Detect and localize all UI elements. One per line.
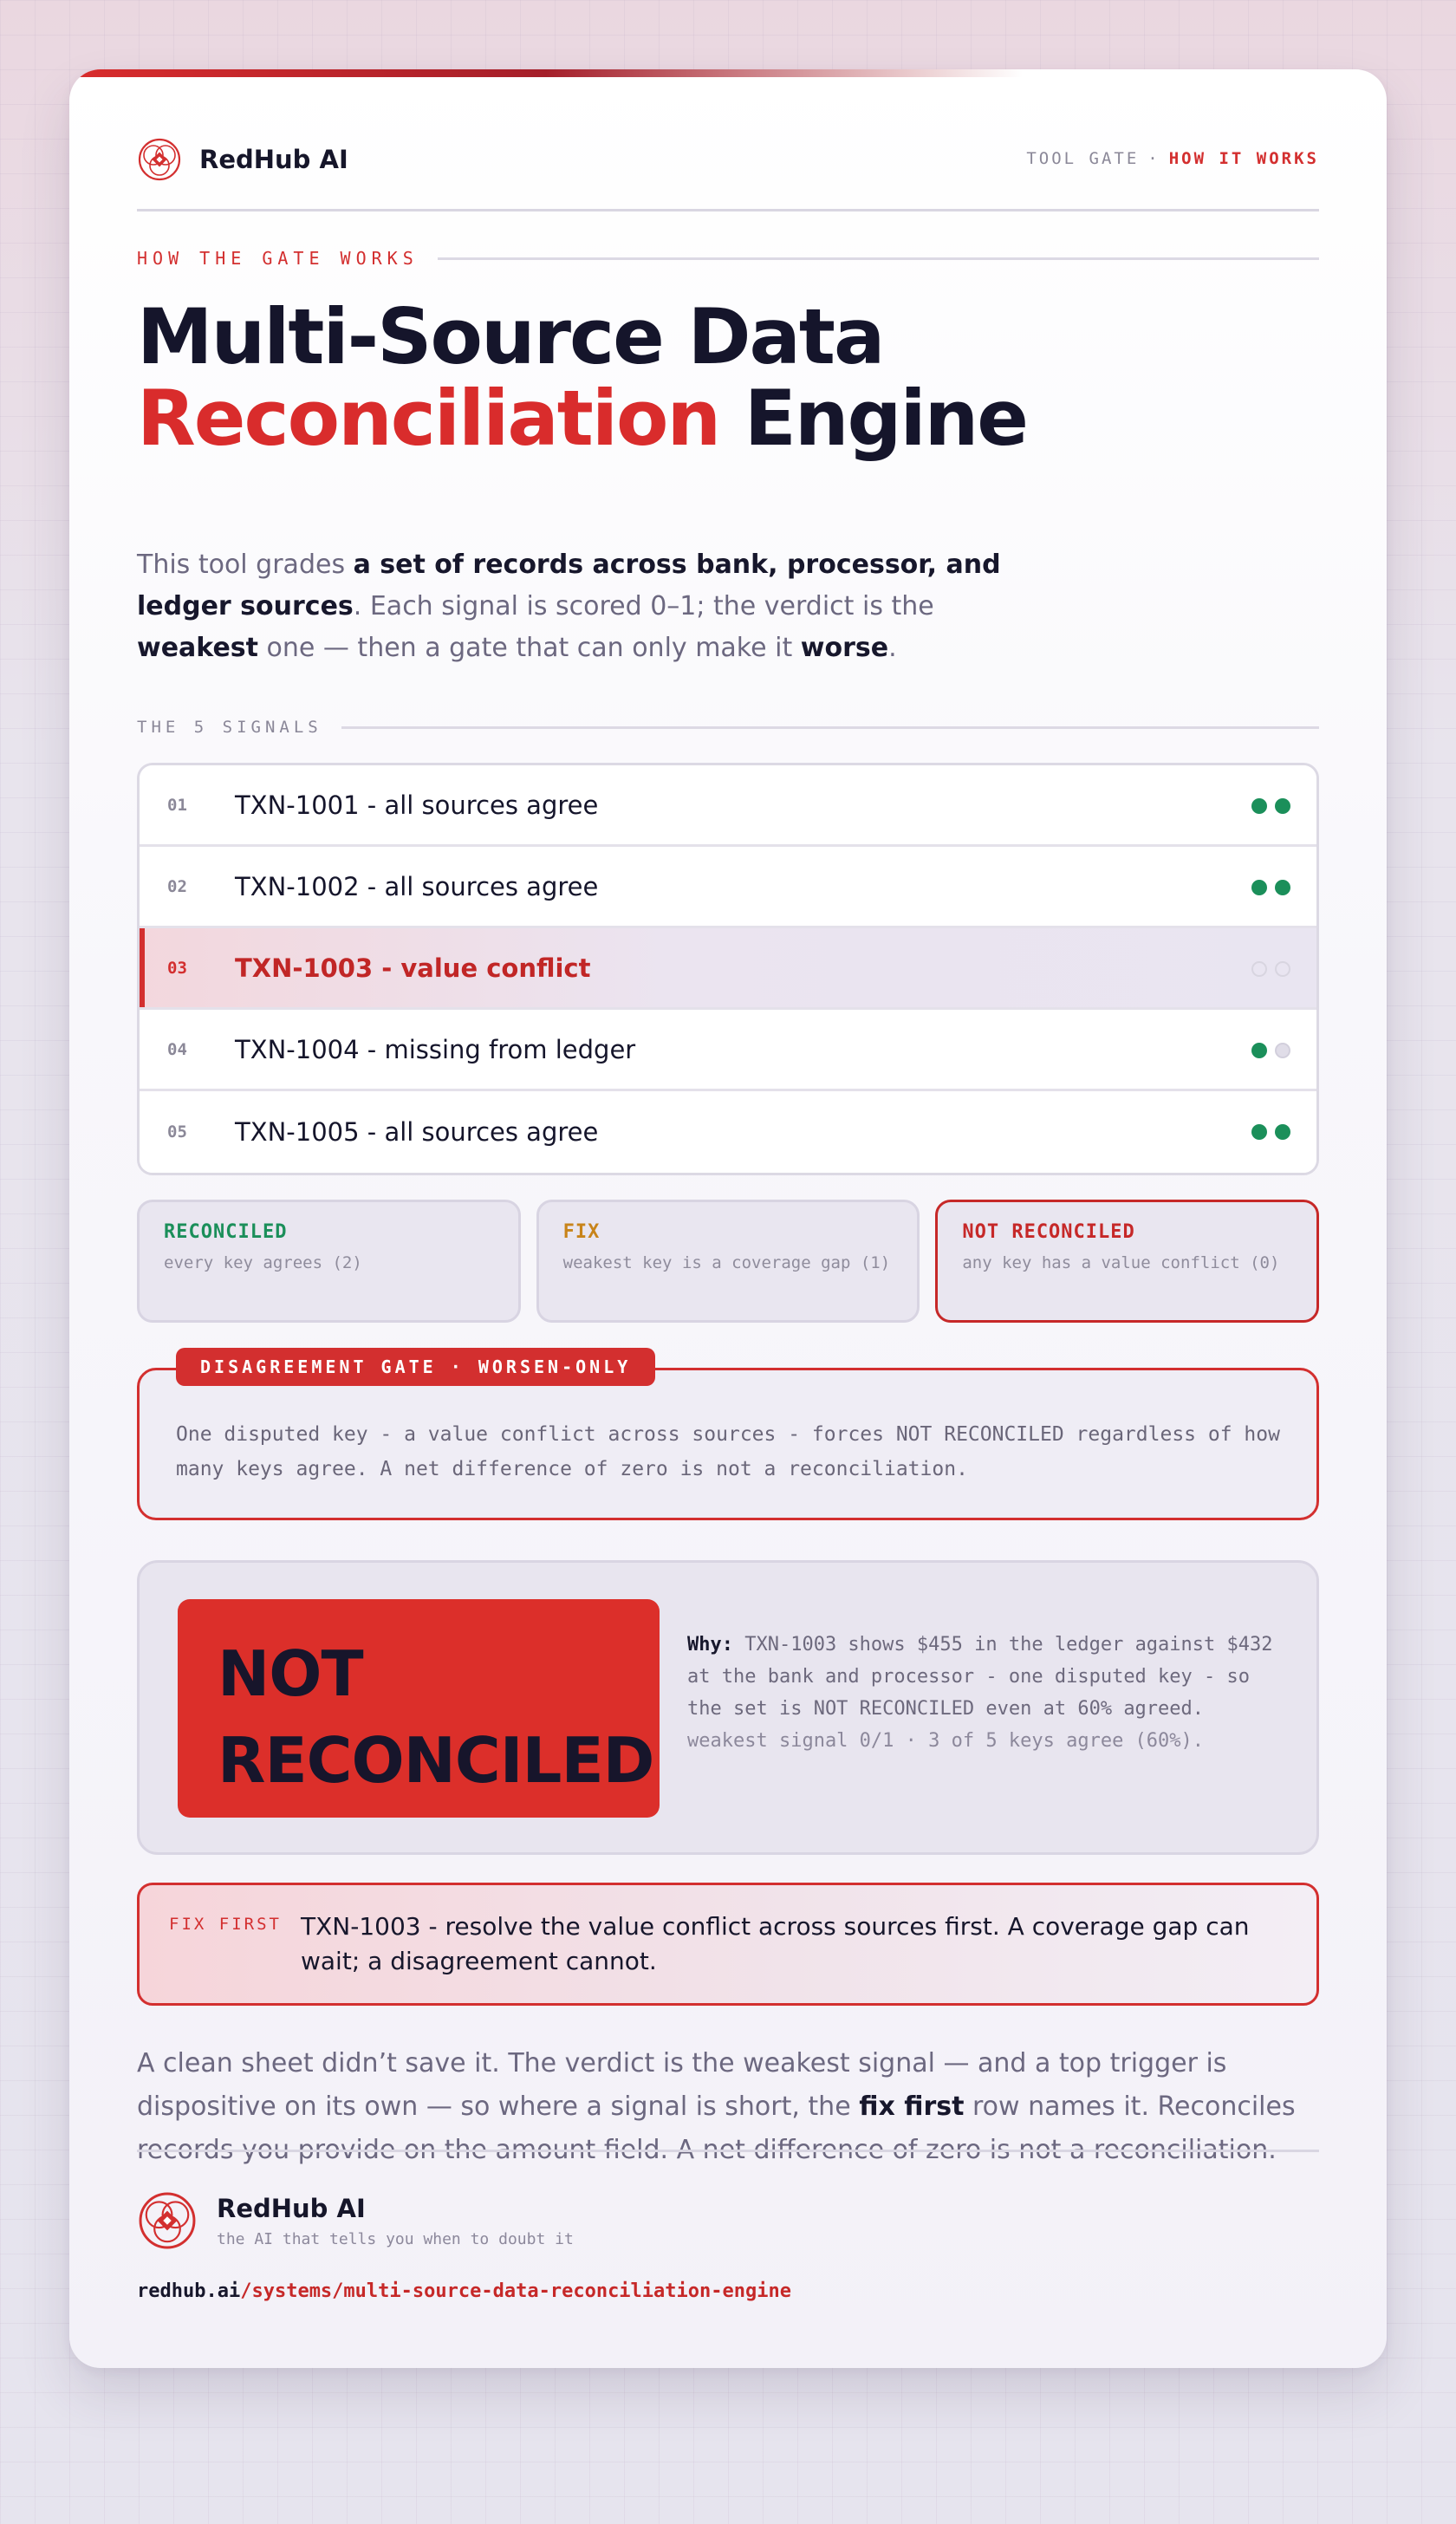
footer-brand-name: RedHub AI <box>217 2194 366 2223</box>
lede-bold: weakest <box>137 633 258 663</box>
verdict-reconciled <box>137 1200 521 1323</box>
signals-heading <box>137 718 1319 737</box>
footer-url[interactable] <box>137 2280 791 2302</box>
verdict-explanation <box>687 1629 1285 1757</box>
signal-label: TXN-1001 - all sources agree <box>235 790 599 820</box>
signal-row[interactable] <box>140 765 1316 847</box>
brand[interactable] <box>137 137 348 182</box>
verdict-fix <box>536 1200 920 1323</box>
nav-how-it-works[interactable]: HOW IT WORKS <box>1168 149 1319 168</box>
signal-number: 04 <box>167 1039 187 1059</box>
why-text: TXN-1003 shows $455 in the ledger against $432 at the bank and processor - one disputed key - so the set is NOT RECONCILED even at 60% agreed. <box>687 1634 1273 1720</box>
title-line2-rest: Engine <box>744 374 1027 463</box>
disagreement-gate <box>137 1356 1319 1520</box>
signal-score <box>1251 961 1290 977</box>
verdict-title: NOT RECONCILED <box>962 1221 1135 1243</box>
title-highlight: Reconciliation <box>137 374 720 463</box>
url-path: /systems/multi-source-data-reconciliation-engine <box>240 2280 791 2302</box>
signal-row[interactable] <box>140 1010 1316 1091</box>
page-title <box>137 292 1027 463</box>
accent-bar <box>69 69 1023 77</box>
card <box>69 69 1387 2368</box>
lede <box>137 544 1038 669</box>
fix-tag: FIX FIRST <box>169 1915 282 1934</box>
signal-row-highlighted[interactable] <box>140 928 1316 1010</box>
signal-score <box>1251 1043 1290 1058</box>
verdict-not-reconciled <box>935 1200 1319 1323</box>
divider <box>438 257 1319 260</box>
nav-separator: · <box>1147 149 1160 168</box>
score-dot-icon <box>1251 880 1267 895</box>
footer <box>137 2150 1319 2340</box>
closing-text: row names it. Reconciles records you provide on the amount field. A net difference of zero is not a reconciliation. <box>137 2091 1296 2165</box>
lede-text: one — then a gate that can only make it <box>258 633 801 663</box>
gate-body: One disputed key - a value conflict across sources - forces NOT RECONCILED regardless of how many keys agree. A net difference of zero is not a reconciliation. <box>176 1423 1280 1480</box>
score-dot-icon <box>1275 961 1290 977</box>
footer-tagline: the AI that tells you when to doubt it <box>217 2230 574 2248</box>
signal-label: TXN-1002 - all sources agree <box>235 871 599 901</box>
gate-tag: DISAGREEMENT GATE · WORSEN-ONLY <box>176 1348 655 1386</box>
signal-number: 03 <box>167 958 187 978</box>
top-nav <box>1026 149 1319 168</box>
fix-body: TXN-1003 - resolve the value conflict across sources first. A coverage gap can wait; a disagreement cannot. <box>301 1912 1250 1975</box>
header <box>137 133 1319 211</box>
lede-text: This tool grades <box>137 550 354 580</box>
signal-label: TXN-1004 - missing from ledger <box>235 1034 636 1064</box>
lede-bold: a set of records across bank, processor, and ledger sources <box>137 550 1001 621</box>
score-dot-icon <box>1275 1124 1290 1140</box>
verdict-result <box>137 1560 1319 1855</box>
title-line1: Multi-Source Data <box>137 292 884 381</box>
score-dot-icon <box>1275 1043 1290 1058</box>
divider <box>341 726 1319 729</box>
score-dot-icon <box>1251 961 1267 977</box>
signal-score <box>1251 1124 1290 1140</box>
verdict-desc: any key has a value conflict (0) <box>962 1253 1280 1272</box>
verdict-desc: weakest key is a coverage gap (1) <box>562 1253 891 1272</box>
signals-list <box>137 763 1319 1175</box>
signal-score <box>1251 798 1290 814</box>
why-meta: weakest signal 0/1 · 3 of 5 keys agree (60%). <box>687 1730 1205 1752</box>
closing-text: A clean sheet didn’t save it. The verdict is the weakest signal — and a top trigger is dispositive on its own — so where a signal is short, the <box>137 2048 1227 2122</box>
score-dot-icon <box>1251 1124 1267 1140</box>
lede-text: . <box>888 633 897 663</box>
score-dot-icon <box>1251 798 1267 814</box>
brand-name: RedHub AI <box>199 145 348 174</box>
logo-icon <box>137 2190 198 2251</box>
lede-bold: worse <box>800 633 889 663</box>
signal-row[interactable] <box>140 1091 1316 1173</box>
badge-line: RECONCILED <box>218 1724 654 1797</box>
why-label: Why: <box>687 1634 733 1656</box>
signal-number: 05 <box>167 1122 187 1142</box>
signal-row[interactable] <box>140 847 1316 928</box>
footer-brand <box>137 2190 574 2251</box>
signal-number: 01 <box>167 795 187 815</box>
fix-first <box>137 1883 1319 2006</box>
closing-bold: fix first <box>859 2091 965 2122</box>
nav-tool-gate[interactable]: TOOL GATE <box>1026 149 1140 168</box>
verdict-desc: every key agrees (2) <box>164 1253 362 1272</box>
eyebrow <box>137 248 1319 269</box>
lede-text: . Each signal is scored 0–1; the verdict is the <box>353 591 934 621</box>
score-dot-icon <box>1275 798 1290 814</box>
signal-label: TXN-1003 - value conflict <box>235 953 591 983</box>
verdict-badge <box>178 1599 660 1818</box>
url-host: redhub.ai <box>137 2280 241 2302</box>
verdict-title: RECONCILED <box>164 1221 288 1243</box>
signal-score <box>1251 880 1290 895</box>
badge-line: NOT <box>218 1637 363 1710</box>
score-dot-icon <box>1275 880 1290 895</box>
signals-label: THE 5 SIGNALS <box>137 718 322 737</box>
logo-icon <box>137 137 182 182</box>
score-dot-icon <box>1251 1043 1267 1058</box>
verdict-legend <box>137 1200 1319 1323</box>
verdict-title: FIX <box>562 1221 601 1243</box>
signal-label: TXN-1005 - all sources agree <box>235 1117 599 1147</box>
signal-number: 02 <box>167 876 187 896</box>
eyebrow-label: HOW THE GATE WORKS <box>137 248 419 269</box>
